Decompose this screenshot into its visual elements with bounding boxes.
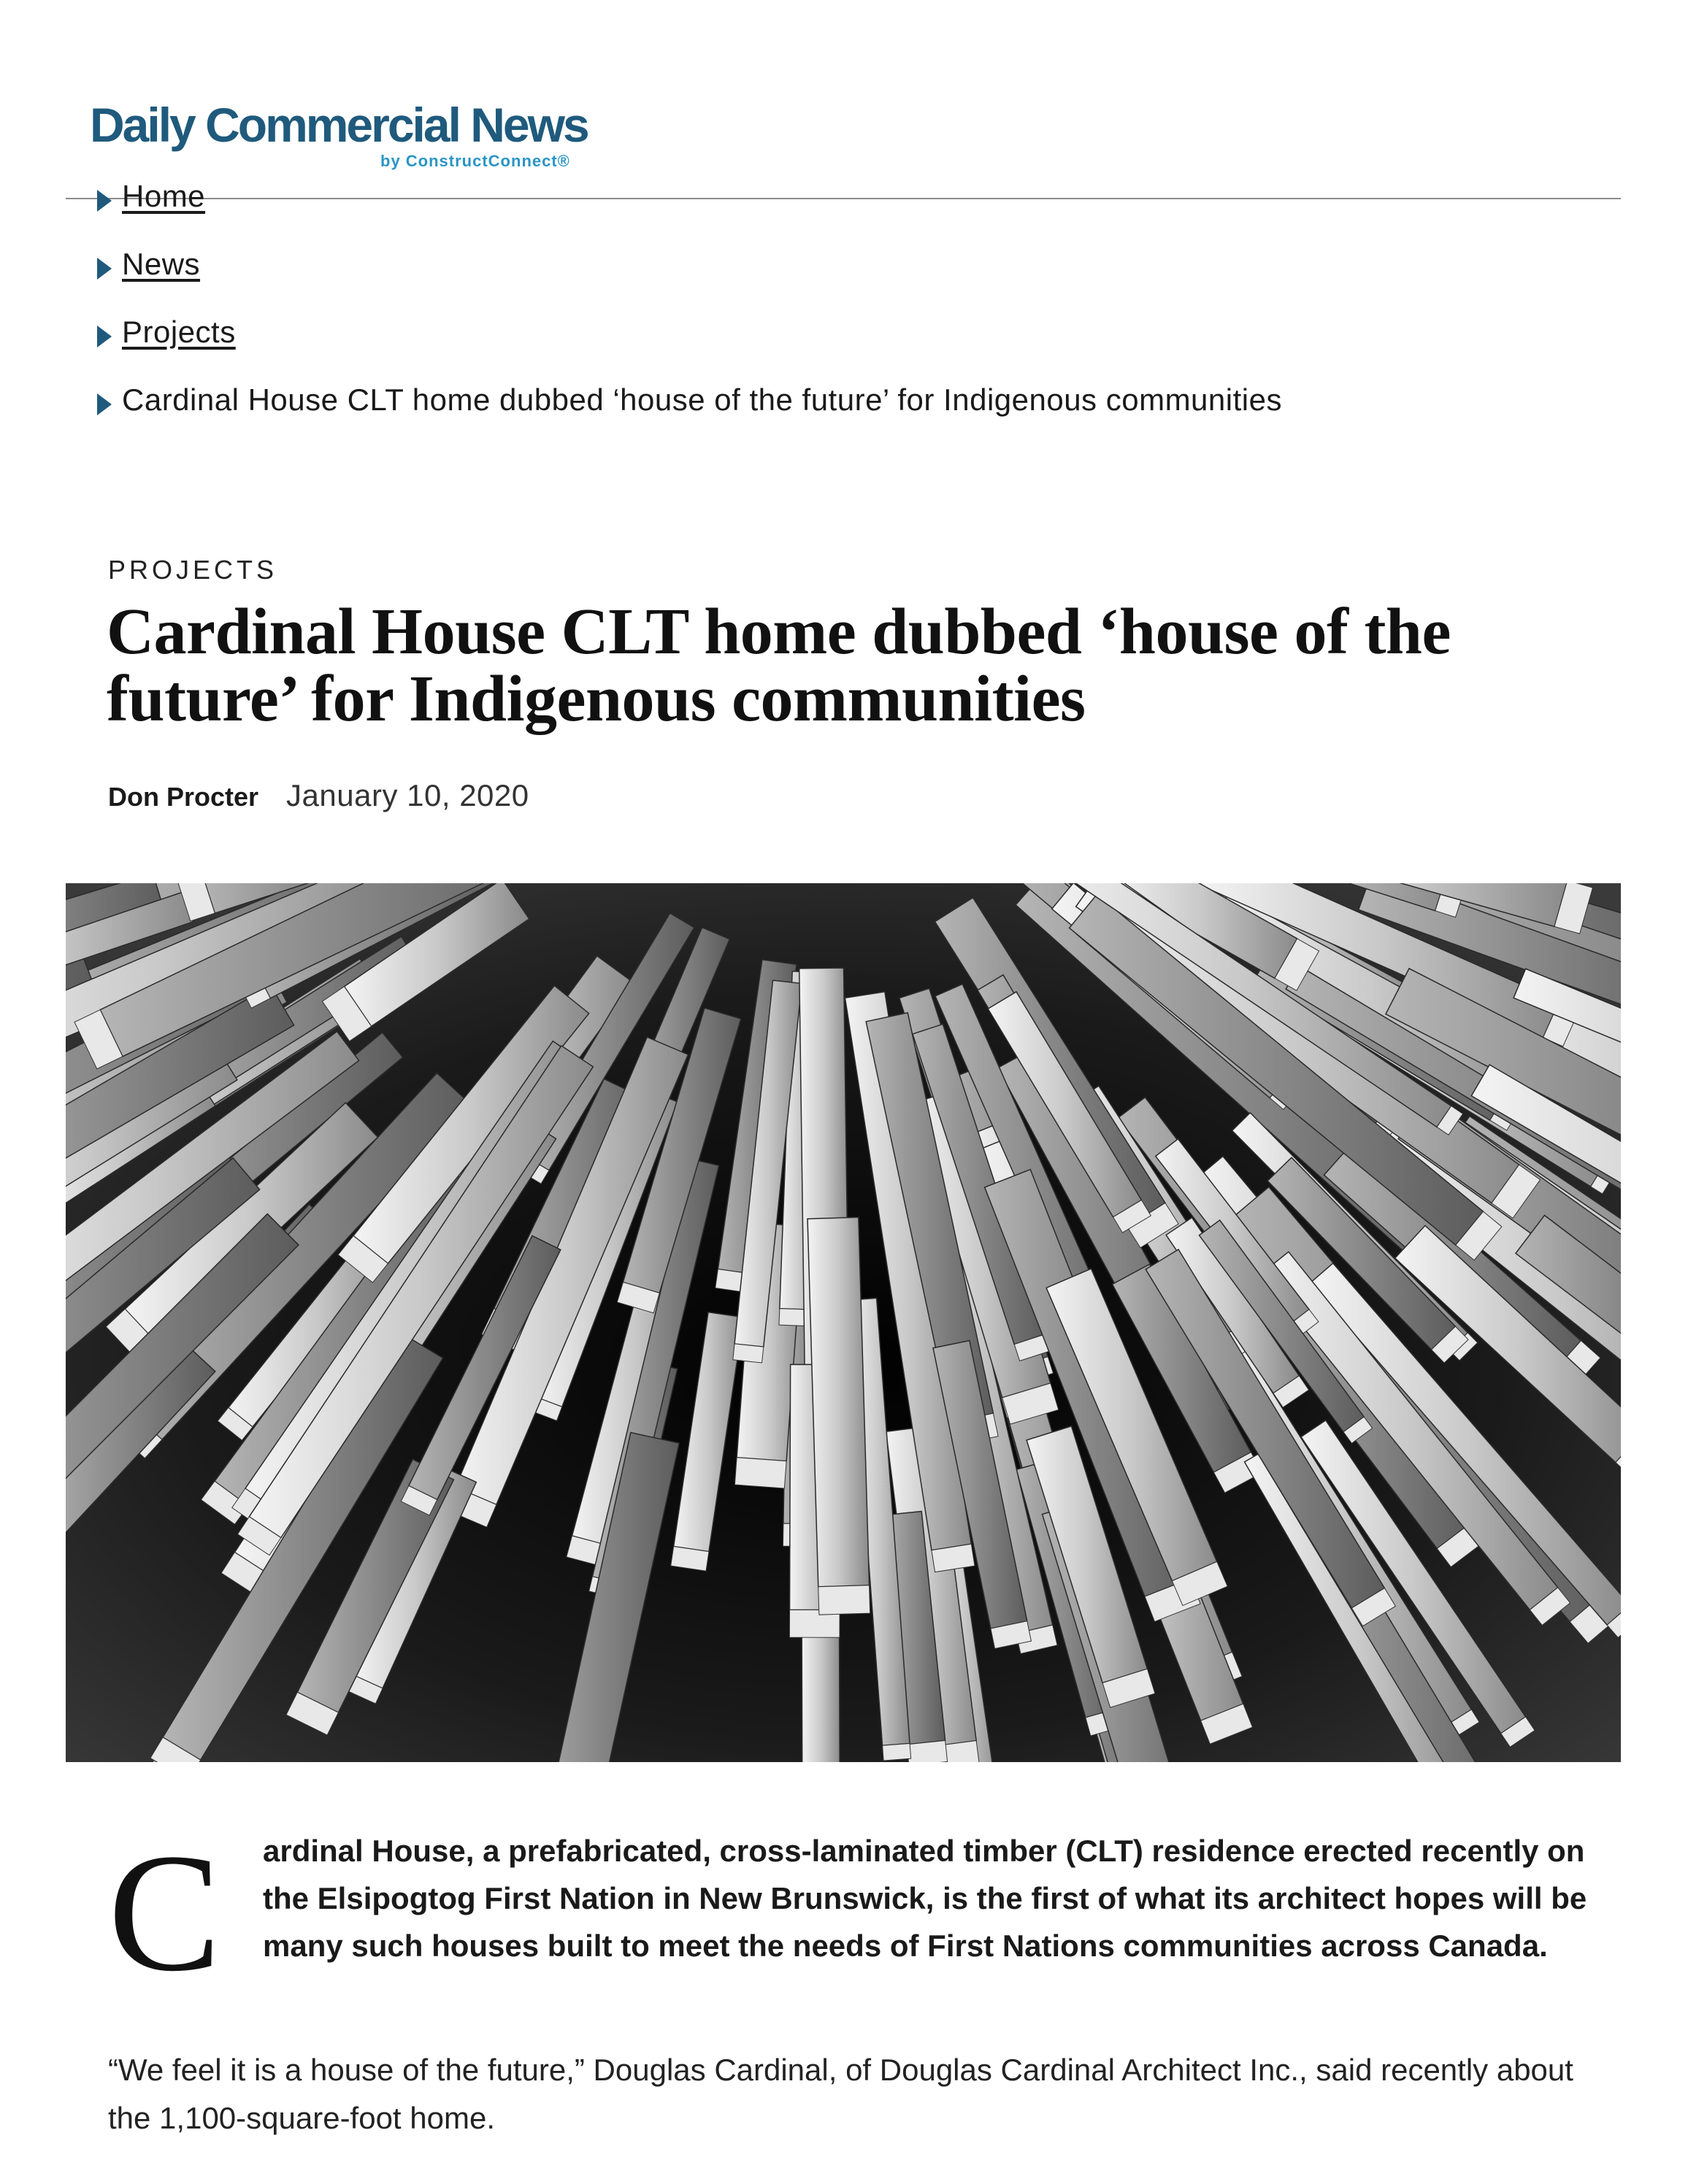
triangle-right-icon: [97, 258, 112, 280]
article-byline: [108, 778, 529, 813]
breadcrumb-item-current: [97, 366, 1282, 434]
article-author[interactable]: Don Procter: [108, 782, 259, 812]
triangle-right-icon: [97, 326, 112, 347]
timber-beam-end: [818, 1585, 870, 1615]
timber-beam-end: [733, 1344, 764, 1363]
timber-beams-photo: [66, 883, 1621, 1762]
hero-image: [66, 883, 1621, 1762]
breadcrumb-link-home[interactable]: Home: [122, 178, 206, 213]
breadcrumb-item-projects: [97, 298, 1282, 366]
breadcrumb-item-home: [97, 162, 1282, 230]
breadcrumb-link-news[interactable]: News: [122, 246, 201, 281]
triangle-right-icon: [97, 190, 112, 212]
breadcrumb-item-news: [97, 230, 1282, 298]
timber-beam-end: [883, 1744, 911, 1761]
breadcrumb-current-page: Cardinal House CLT home dubbed ‘house of the future’ for Indigenous communities: [122, 382, 1282, 417]
breadcrumb: [97, 162, 1282, 434]
article-date: January 10, 2020: [286, 778, 529, 812]
timber-beam-end: [734, 1458, 786, 1488]
timber-beam-end: [907, 1740, 948, 1762]
triangle-right-icon: [97, 393, 112, 415]
site-logo[interactable]: [90, 98, 588, 170]
article-paragraph: “We feel it is a house of the future,” Douglas Cardinal, of Douglas Cardinal Architect Inc., said recently about the 1,100-square-foot home.: [108, 2053, 1573, 2135]
breadcrumb-link-projects[interactable]: Projects: [122, 314, 236, 349]
timber-beam: [807, 1218, 870, 1587]
article-lede: ardinal House, a prefabricated, cross-laminated timber (CLT) residence erected recently on the Elsipogtog First Nation in New Brunswick, is the first of what its architect hopes will be many such houses built to meet the needs of First Nations communities across Canada.: [263, 1834, 1587, 1963]
article-category[interactable]: PROJECTS: [108, 555, 278, 585]
site-logo-subtitle: by ConstructConnect®: [380, 152, 570, 170]
lede-dropcap: C: [108, 1819, 221, 2007]
article-headline: Cardinal House CLT home dubbed ‘house of the future’ for Indigenous communities: [107, 596, 1451, 735]
site-logo-title: Daily Commercial News: [90, 98, 588, 152]
